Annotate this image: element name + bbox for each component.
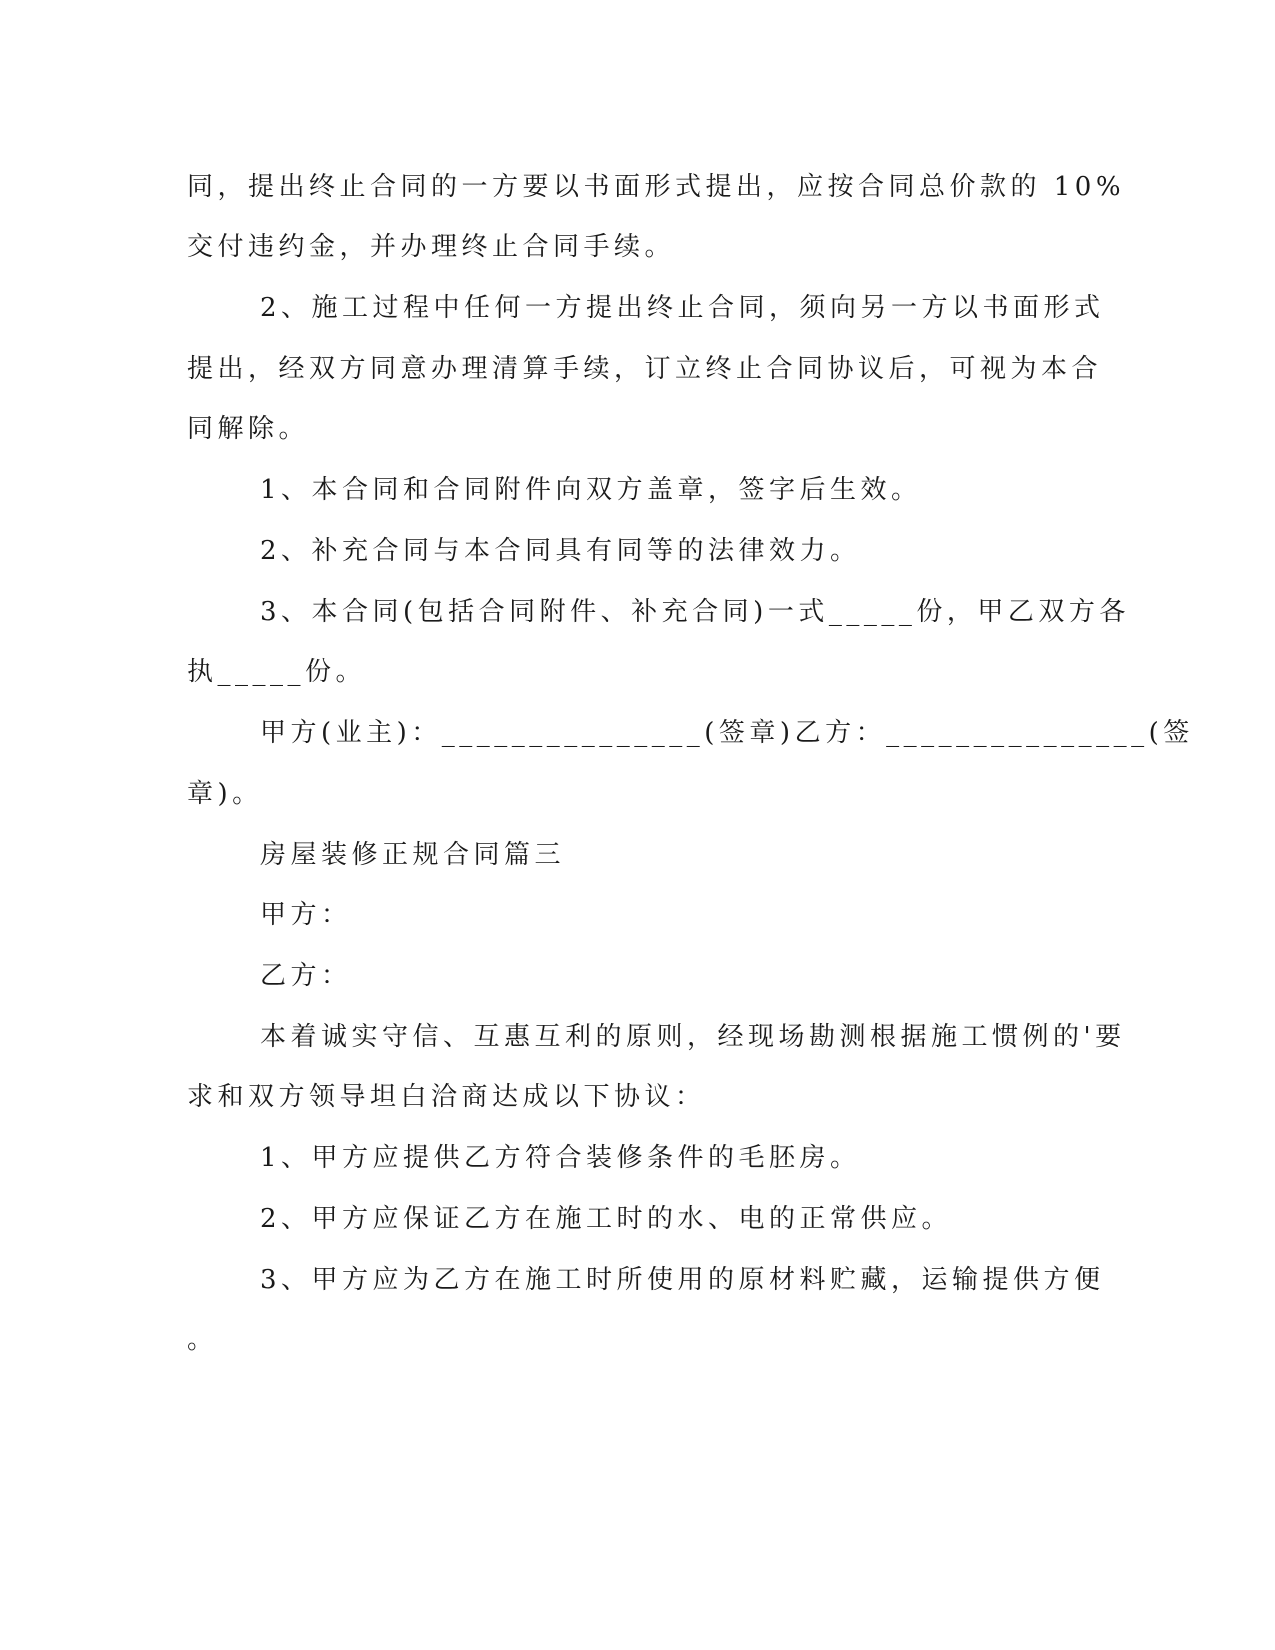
paragraph-start: 3、本合同(包括合同附件、补充合同)一式_____份，甲乙双方各: [260, 597, 1130, 627]
paragraph-start: 2、施工过程中任何一方提出终止合同，须向另一方以书面形式: [260, 293, 1105, 323]
paragraph-start: 3、甲方应为乙方在施工时所使用的原材料贮藏，运输提供方便: [260, 1265, 1105, 1295]
text-line: 交付违约金，并办理终止合同手续。: [187, 232, 676, 262]
paragraph-start: 1、甲方应提供乙方符合装修条件的毛胚房。: [260, 1143, 861, 1173]
text-line: 同，提出终止合同的一方要以书面形式提出，应按合同总价款的 10%: [187, 172, 1126, 202]
text-line: 同解除。: [187, 414, 310, 444]
paragraph-start: 本着诚实守信、互惠互利的原则，经现场勘测根据施工惯例的'要: [260, 1022, 1126, 1052]
paragraph-start: 2、补充合同与本合同具有同等的法律效力。: [260, 536, 861, 566]
text-line: 执_____份。: [187, 657, 367, 687]
paragraph-start: 1、本合同和合同附件向双方盖章，签字后生效。: [260, 475, 922, 505]
text-line: 。: [187, 1325, 218, 1355]
party-b-label: 乙方：: [260, 961, 352, 991]
signature-line: 甲方(业主)：_______________(签章)乙方：_______________(签: [260, 718, 1194, 748]
party-a-label: 甲方：: [260, 900, 352, 930]
text-line: 章)。: [187, 779, 263, 809]
section-title: 房屋装修正规合同篇三: [260, 840, 566, 870]
text-line: 求和双方领导坦白洽商达成以下协议：: [187, 1082, 706, 1112]
paragraph-start: 2、甲方应保证乙方在施工时的水、电的正常供应。: [260, 1204, 953, 1234]
text-line: 提出，经双方同意办理清算手续，订立终止合同协议后，可视为本合: [187, 354, 1103, 384]
